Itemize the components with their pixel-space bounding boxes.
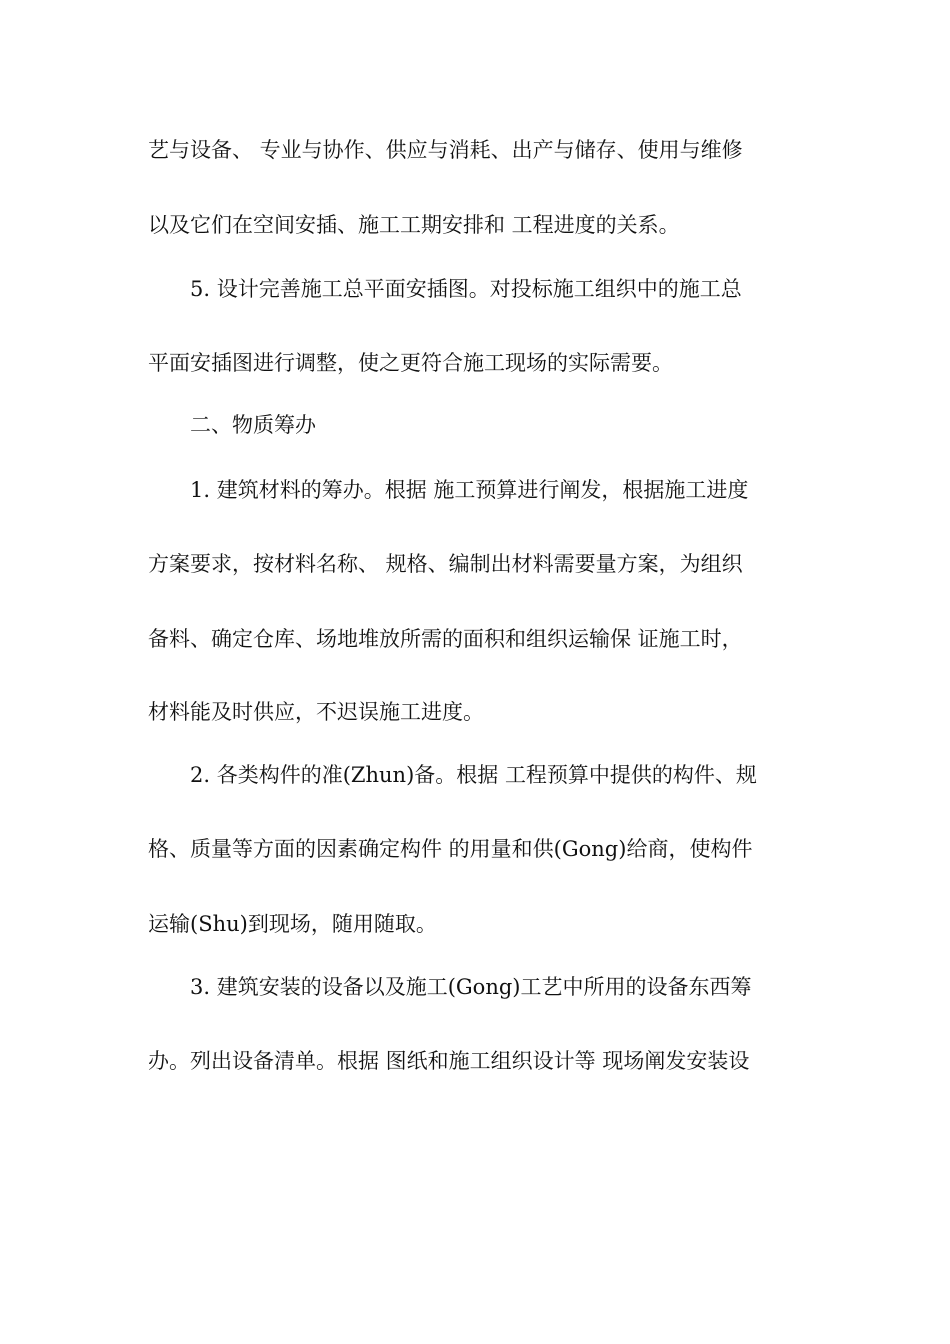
text-line: 方案要求，按材料名称、 规格、编制出材料需要量方案，为组织 [148, 552, 743, 576]
text-line: 办。列出设备清单。根据 图纸和施工组织设计等 现场阐发安装设 [148, 1049, 750, 1073]
text-line: 备料、确定仓库、场地堆放所需的面积和组织运输保 证施工时， [148, 627, 743, 651]
text-line: 1. 建筑材料的筹办。根据 施工预算进行阐发，根据施工进度 [190, 478, 749, 502]
text-line: 平面安插图进行调整，使之更符合施工现场的实际需要。 [148, 351, 673, 375]
text-line: 运输(Shu)到现场，随用随取。 [148, 912, 437, 936]
section-heading: 二、物质筹办 [190, 413, 316, 437]
text-line: 5. 设计完善施工总平面安插图。对投标施工组织中的施工总 [190, 277, 742, 301]
text-line: 以及它们在空间安插、施工工期安排和 工程进度的关系。 [148, 213, 680, 237]
text-line: 格、质量等方面的因素确定构件 的用量和供(Gong)给商，使构件 [148, 837, 753, 861]
text-line: 艺与设备、 专业与协作、供应与消耗、出产与储存、使用与维修 [148, 138, 743, 162]
text-line: 3. 建筑安装的设备以及施工(Gong)工艺中所用的设备东西筹 [190, 975, 752, 999]
text-line: 2. 各类构件的准(Zhun)备。根据 工程预算中提供的构件、规 [190, 763, 757, 787]
text-line: 材料能及时供应，不迟误施工进度。 [148, 700, 484, 724]
